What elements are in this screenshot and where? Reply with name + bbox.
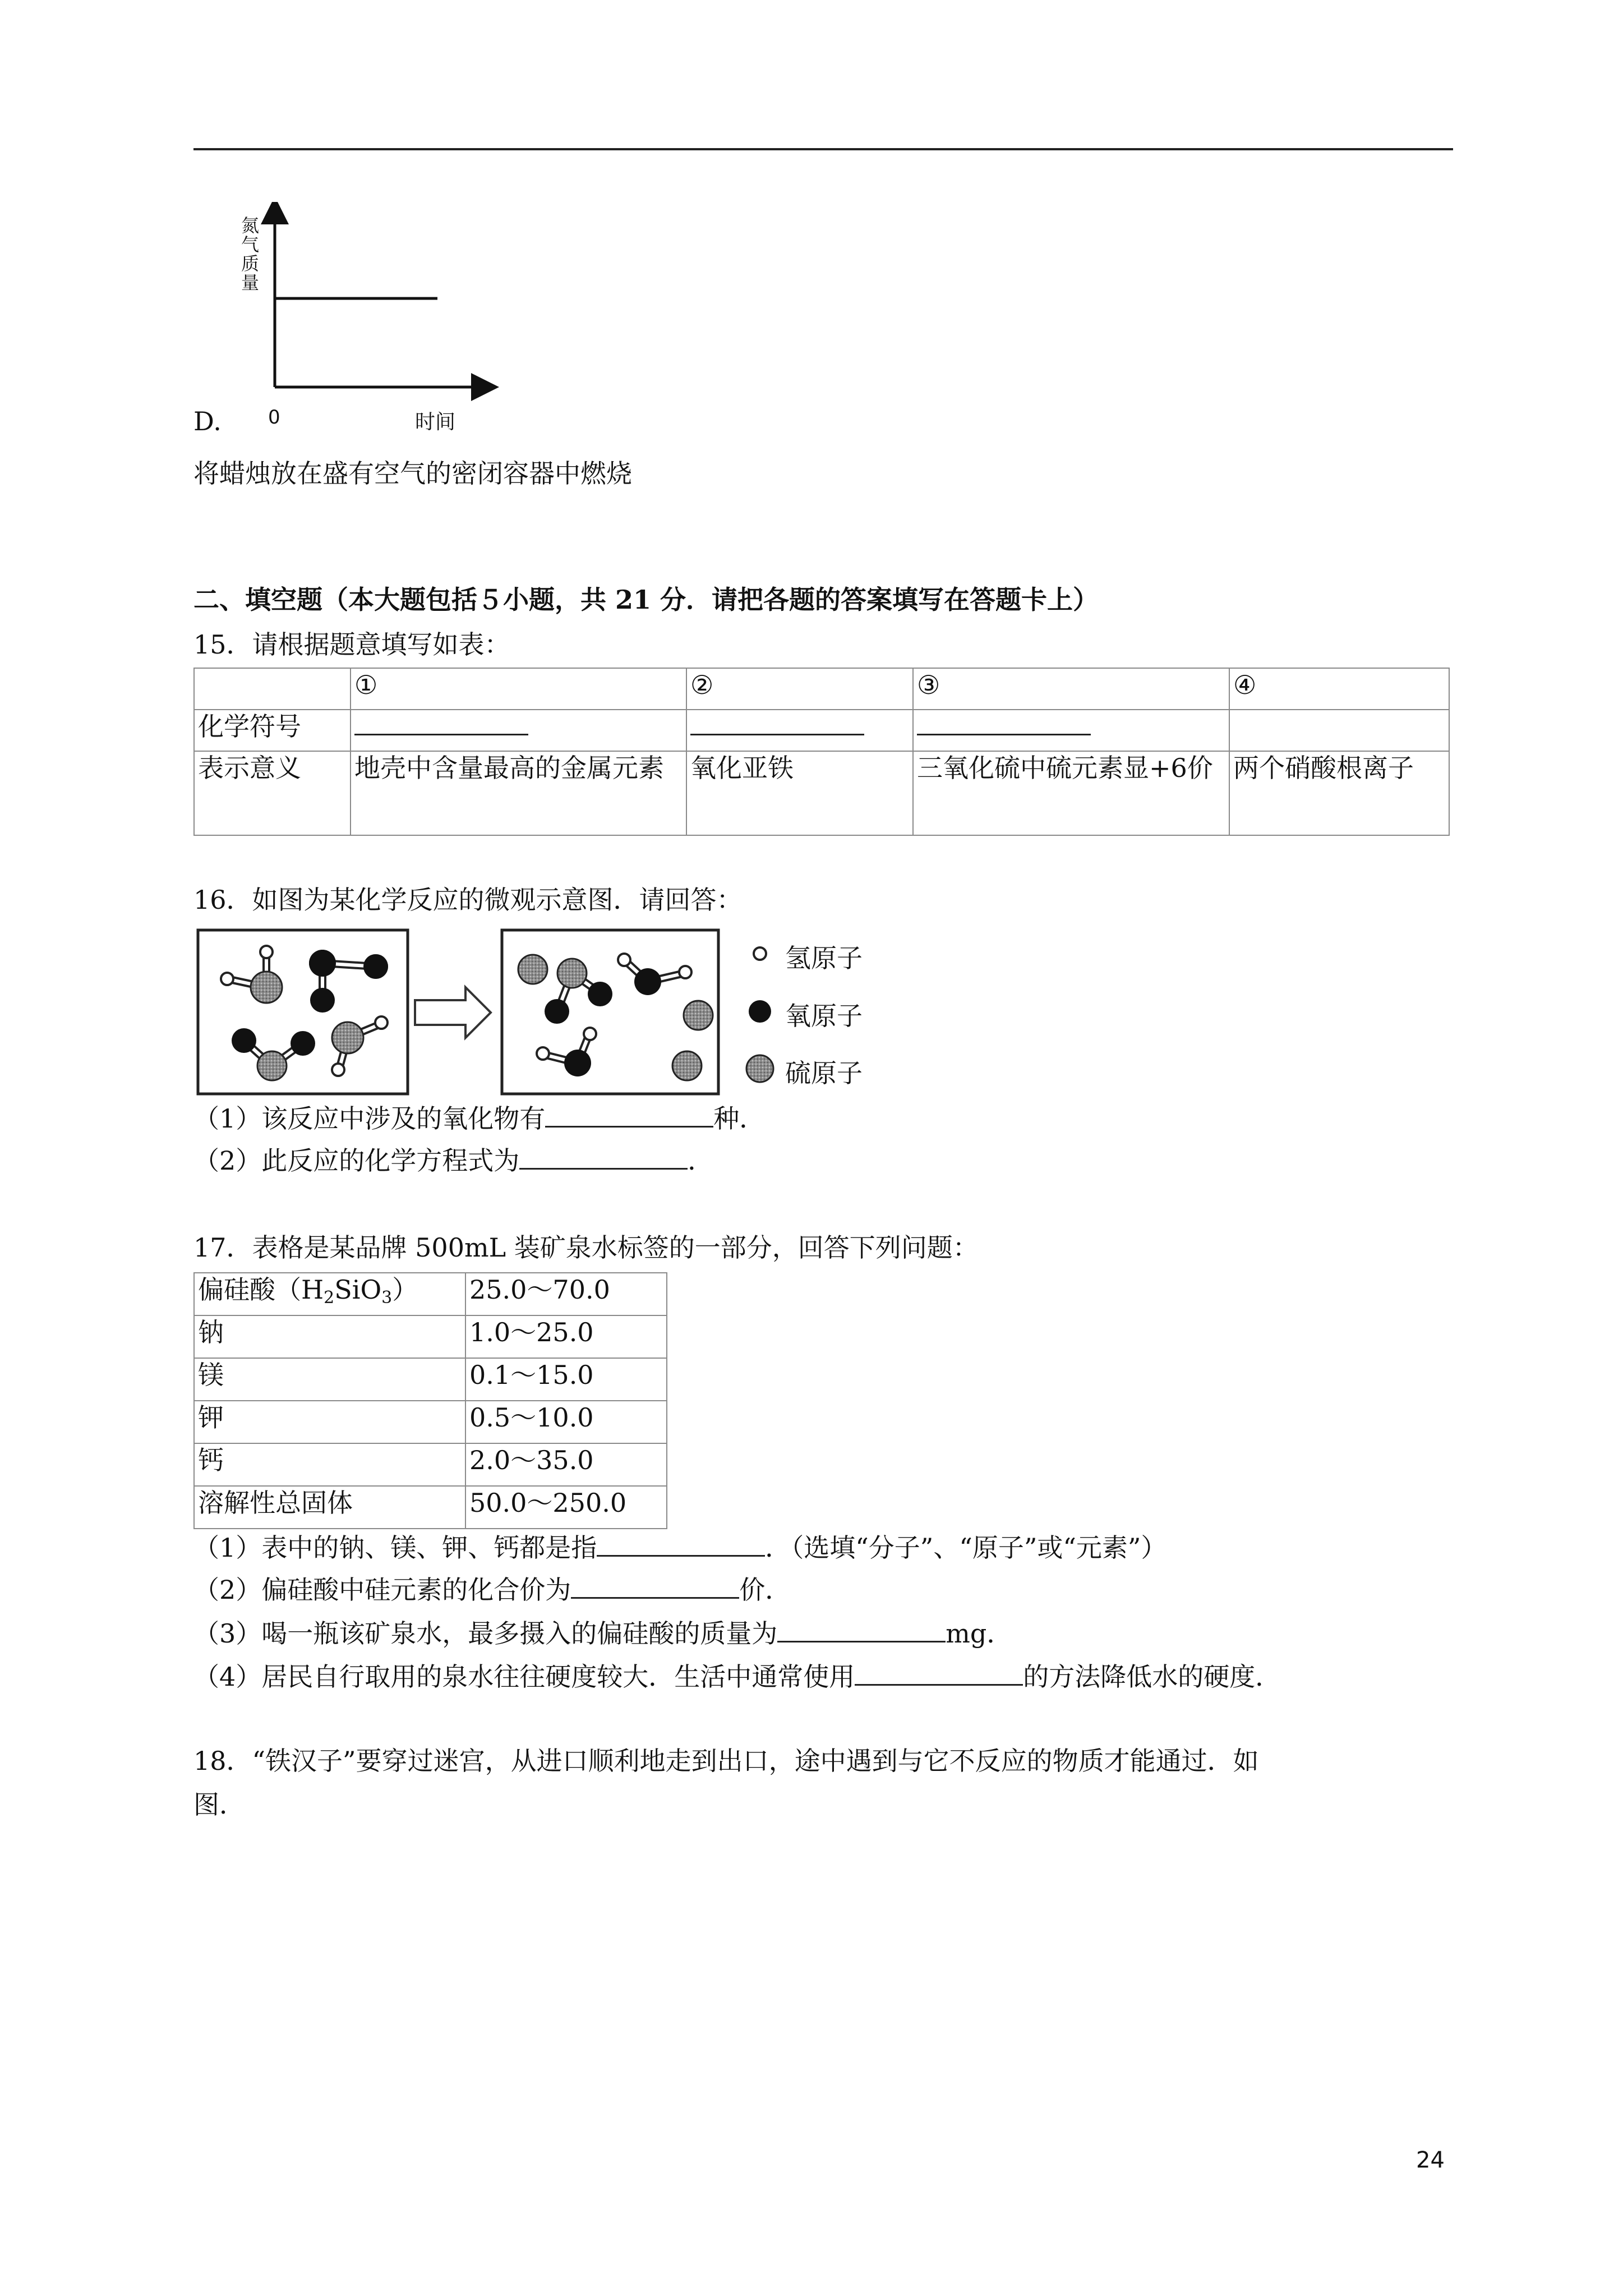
q15-table [193,668,1450,836]
sulfur-atom [518,955,547,984]
origin-label: 0 [268,406,280,429]
section-heading: 二、填空题（本大题包括５小题，共 21 分．请把各题的答案填写在答题卡上） [193,585,1099,615]
oxygen-atom [564,1050,591,1076]
oxygen-atom [588,982,612,1006]
q15-answer-3[interactable] [913,710,1229,751]
hydrogen-atom [537,1047,549,1060]
graph-d-caption: 将蜡烛放在盛有空气的密闭容器中燃烧 [193,458,632,489]
q15-header-empty [194,668,351,710]
q16-stem: 16．如图为某化学反应的微观示意图．请回答： [193,885,743,915]
q15-header-4: ④ [1229,668,1449,710]
q15-header-3: ③ [913,668,1229,710]
q15-meaning-1: 地壳中含量最高的金属元素 [351,751,686,835]
q15-answer-2[interactable] [686,710,913,751]
q17-row-name: 偏硅酸$(H_2SiO_3)$ [194,1273,465,1315]
hydrogen-atom [260,946,273,958]
q17-row-name: 钙 [194,1443,465,1486]
x-axis-label: 时间 [415,411,456,434]
sulfur-atom [257,1051,287,1080]
oxygen-atom [310,988,335,1013]
q15-header-2: ② [686,668,913,710]
q17-sub1-blank[interactable] [597,1531,765,1557]
q17-row-name: 溶解性总固体 [194,1486,465,1529]
q16-sub1: （1）该反应中涉及的氧化物有 种． [193,1103,766,1134]
q17-row-name: 钾 [194,1401,465,1443]
legend-sulfur-label: 硫原子 [785,1058,863,1088]
sulfur-atom [251,972,282,1003]
q17-row-value: 50.0～250.0 [465,1486,667,1529]
q17-stem: 17．表格是某品牌 500mL 装矿泉水标签的一部分，回答下列问题： [193,1232,979,1263]
hydrogen-atom [584,1028,596,1040]
q15-meaning-4: 两个硝酸根离子 [1229,751,1449,835]
q17-row-value: 0.1～15.0 [465,1358,667,1401]
q17-row-name: 镁 [194,1358,465,1401]
q15-stem: 15．请根据题意填写如表： [193,629,510,660]
q17-sub2-blank[interactable] [571,1573,739,1599]
q15-answer-4[interactable] [1229,710,1449,751]
y-axis-label: 氮气质量 [241,215,259,293]
legend-oxygen-label: 氧原子 [785,1001,863,1031]
oxygen-atom [291,1031,315,1056]
legend-hydrogen-label: 氢原子 [785,943,863,973]
sulfur-atom [557,959,587,988]
q18-line1: 18．“铁汉子”要穿过迷宫，从进口顺利地走到出口，途中遇到与它不反应的物质才能通过．如 [193,1746,1259,1776]
q17-sub4: （4）居民自行取用的泉水往往硬度较大．生活中通常使用 的方法降低水的硬度． [193,1662,1281,1692]
header-rule [193,148,1453,150]
q17-row-value: 2.0～35.0 [465,1443,667,1486]
q16-sub2: （2）此反应的化学方程式为 ． [193,1145,714,1176]
sulfur-atom [332,1022,363,1053]
oxygen-atom [232,1028,256,1053]
q18-line2: 图． [193,1789,245,1820]
q17-row-value: 0.5～10.0 [465,1401,667,1443]
legend-sulfur-symbol [746,1055,773,1082]
q17-sub3-blank[interactable] [777,1617,946,1642]
q15-row-meaning-label: 表示意义 [194,751,351,835]
q17-row-name: 钠 [194,1315,465,1358]
hydrogen-atom [221,973,233,985]
hydrogen-atom [679,966,691,978]
q17-row-value: 1.0～25.0 [465,1315,667,1358]
legend-hydrogen-symbol [754,947,766,960]
legend-oxygen-symbol [749,1000,771,1023]
sulfur-atom [684,1001,713,1030]
q15-meaning-3: 三氧化硫中硫元素显+6价 [913,751,1229,835]
q17-row-value: 25.0～70.0 [465,1273,667,1315]
sulfur-atom [672,1051,702,1080]
q17-label-table [193,1272,667,1529]
page-number: 24 [1416,2147,1445,2173]
oxygen-atom [634,968,661,995]
q16-sub1-blank[interactable] [545,1102,713,1128]
q17-sub1: （1）表中的钠、镁、钾、钙都是指 ．（选填“分子”、“原子”或“元素”） [193,1533,1167,1563]
q17-sub4-blank[interactable] [855,1660,1023,1686]
hydrogen-atom [618,954,630,966]
q17-sub3: （3）喝一瓶该矿泉水，最多摄入的偏硅酸的质量为 mg． [193,1618,1013,1649]
option-d-label: D. [193,406,222,436]
hydrogen-atom [375,1016,388,1029]
q16-sub2-blank[interactable] [519,1144,688,1170]
q15-meaning-2: 氧化亚铁 [686,751,913,835]
graph-d-axes [224,202,505,426]
q15-answer-1[interactable] [351,710,686,751]
q17-sub2: （2）偏硅酸中硅元素的化合价为 价． [193,1575,791,1605]
oxygen-atom [545,999,569,1024]
reaction-arrow [415,987,491,1038]
q15-row-symbol-label: 化学符号 [194,710,351,751]
q15-header-1: ① [351,668,686,710]
hydrogen-atom [332,1064,344,1076]
